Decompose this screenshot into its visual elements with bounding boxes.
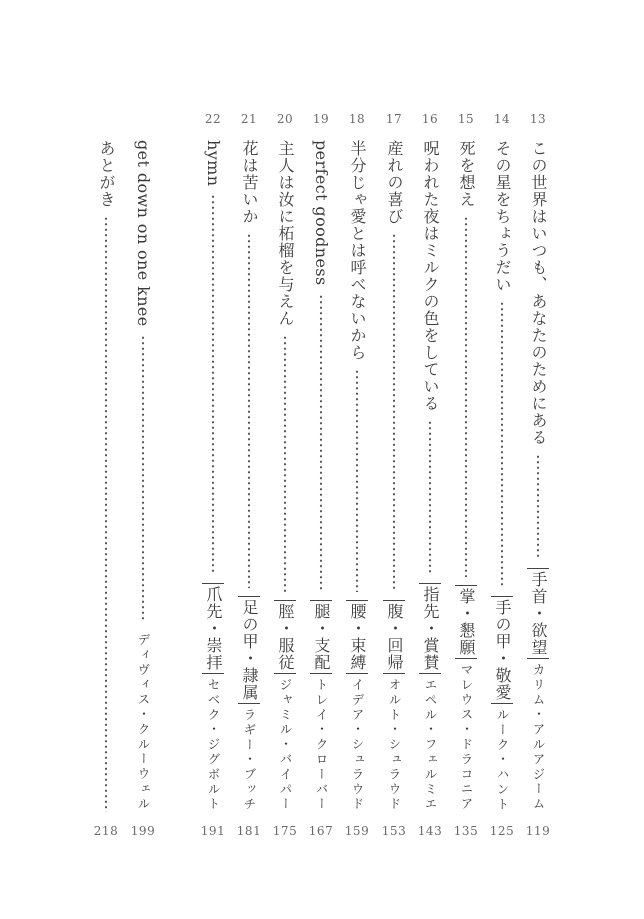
chapter-title: この世界はいつも、あなたのためにある [529,140,548,446]
toc-entry[interactable] [198,112,228,842]
chapter-title: 主人は汝に柘榴を与えん [276,140,295,327]
chapter-number: 16 [421,112,439,126]
toc-entry[interactable] [342,112,372,842]
page-number: 135 [453,824,479,838]
character-name: マレウス・ドラコニア [459,663,474,812]
chapter-number: 21 [240,112,258,126]
toc-entry[interactable] [451,112,481,842]
leader-dots [132,335,154,622]
character-name: ディヴィス・クルーウェル [136,633,151,812]
character-name: イデア・シュラウド [350,677,365,812]
body-part-label: 指先・賞賛 [419,583,441,674]
character-name: オルト・シュラウド [387,677,402,812]
chapter-number: 14 [493,112,511,126]
page-number: 125 [489,824,515,838]
page-number: 218 [93,824,119,838]
toc-entry[interactable] [487,112,517,842]
chapter-title: 産れの喜び [385,140,404,225]
leader-dots [274,335,296,592]
chapter-number: 18 [348,112,366,126]
body-part-label: 腰・束縛 [346,600,368,674]
body-part-label: 腹・回帰 [383,600,405,674]
chapter-title: 半分じゃ愛とは呼べないから [348,140,367,361]
chapter-number: 17 [385,112,403,126]
page-number: 159 [344,824,370,838]
leader-dots [238,233,260,588]
chapter-number: 13 [529,112,547,126]
toc-entry[interactable] [415,112,445,842]
character-name: ラギー・ブッチ [242,707,257,812]
leader-dots [491,301,513,588]
character-name: ルーク・ハント [495,707,510,812]
leader-dots [202,194,224,574]
leader-dots [346,369,368,592]
chapter-title: あとがき [97,140,116,208]
page-number: 167 [308,824,334,838]
chapter-number: 22 [204,112,222,126]
body-part-label: 掌・懇願 [455,585,477,659]
leader-dots [455,216,477,577]
character-name: ジャミル・バイパー [278,677,293,812]
page-number: 119 [525,824,551,838]
chapter-title: 呪われた夜はミルクの色をしている [421,140,440,412]
leader-dots [95,216,117,812]
character-name: セベク・ジグボルト [206,677,221,812]
chapter-number: 19 [312,112,330,126]
body-part-label: 腿・支配 [310,600,332,674]
body-part-label: 爪先・崇拝 [202,583,224,674]
page-number: 199 [130,824,156,838]
toc-entry[interactable] [379,112,409,842]
toc-entry[interactable] [270,112,300,842]
chapter-title: get down on one knee [134,140,153,327]
leader-dots [383,233,405,592]
body-part-label: 手首・欲望 [527,568,549,659]
toc-entry[interactable] [91,112,121,842]
body-part-label: 脛・服従 [274,600,296,674]
toc-entry[interactable] [306,112,336,842]
chapter-title: perfect goodness [312,140,331,286]
leader-dots [419,420,441,575]
chapter-title: 死を想え [457,140,476,208]
page-number: 191 [200,824,226,838]
toc-entry[interactable] [523,112,553,842]
body-part-label: 手の甲・敬愛 [491,596,513,704]
leader-dots [310,294,332,592]
chapter-number: 15 [457,112,475,126]
body-part-label: 足の甲・隷属 [238,596,260,704]
page-number: 175 [272,824,298,838]
toc-entry[interactable] [234,112,264,842]
character-name: トレイ・クローバー [314,677,329,812]
chapter-title: hymn [204,140,223,187]
chapter-number: 20 [276,112,294,126]
character-name: エペル・フェルミエ [423,677,438,812]
page-number: 143 [417,824,443,838]
page-number: 181 [236,824,262,838]
chapter-title: その星をちょうだい [493,140,512,293]
page-number: 153 [381,824,407,838]
chapter-title: 花は苦いか [240,140,259,225]
leader-dots [527,454,549,560]
character-name: カリム・アルアジーム [531,663,546,812]
toc-entry[interactable] [128,112,158,842]
